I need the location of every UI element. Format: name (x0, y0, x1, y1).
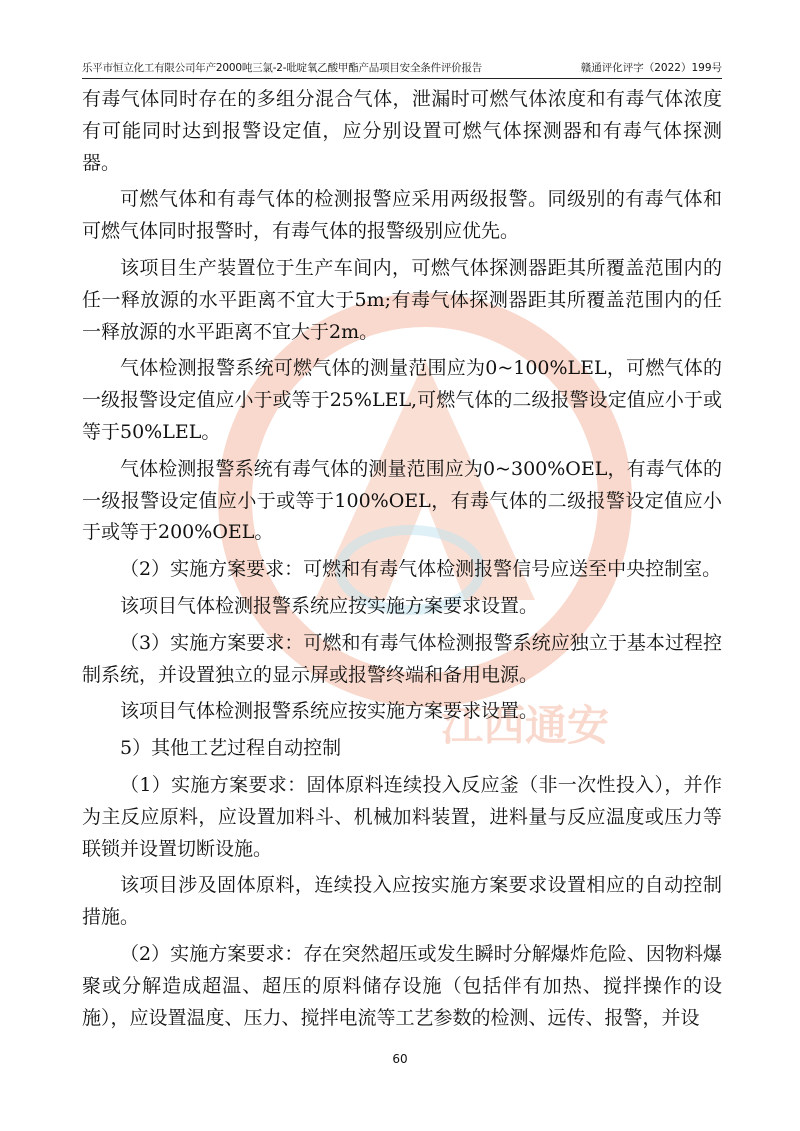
paragraph-4: 气体检测报警系统可燃气体的测量范围应为0~100%LEL，可燃气体的一级报警设定值应小于或等于25%LEL,可燃气体的二级报警设定值应小于或等于50%LEL。 (82, 357, 722, 443)
paragraph-6: （2）实施方案要求：可燃和有毒气体检测报警信号应送至中央控制室。 (120, 558, 722, 581)
paragraph-8: （3）实施方案要求：可燃和有毒气体检测报警系统应独立于基本过程控制系统，并设置独立的显示屏或报警终端和备用电源。 (82, 631, 722, 686)
paragraph-12: 该项目涉及固体原料，连续投入应按实施方案要求设置相应的自动控制措施。 (82, 874, 722, 929)
header-report-title: 乐平市恒立化工有限公司年产2000吨三氯-2-吡啶氧乙酸甲酯产品项目安全条件评价报告 (82, 62, 483, 74)
paragraph-7: 该项目气体检测报警系统应按实施方案要求设置。 (120, 594, 539, 617)
watermark-text: 江西通安 (440, 701, 610, 750)
paragraph-9: 该项目气体检测报警系统应按实施方案要求设置。 (120, 700, 539, 723)
paragraph-2: 可燃气体和有毒气体的检测报警应采用两级报警。同级别的有毒气体和可燃气体同时报警时，有毒气体的报警级别应优先。 (82, 188, 722, 243)
paragraph-13: （2）实施方案要求：存在突然超压或发生瞬时分解爆炸危险、因物料爆聚或分解造成超温、超压的原料储存设施（包括伴有加热、搅拌操作的设施），应设置温度、压力、搅拌电流等工艺参数的检测、远传、报警，并设 (82, 942, 722, 1029)
section-heading: 5）其他工艺过程自动控制 (120, 737, 342, 760)
page-header (82, 58, 722, 79)
paragraph-3: 该项目生产装置位于生产车间内，可燃气体探测器距其所覆盖范围内的任一释放源的水平距离不宜大于5m;有毒气体探测器距其所覆盖范围内的任一释放源的水平距离不宜大于2m。 (82, 256, 722, 343)
document-body (82, 84, 722, 1039)
paragraph-11: （1）实施方案要求：固体原料连续投入反应釜（非一次性投入），并作为主反应原料，应设置加料斗、机械加料装置，进料量与反应温度或压力等联锁并设置切断设施。 (82, 773, 722, 860)
paragraph-1: 有毒气体同时存在的多组分混合气体，泄漏时可燃气体浓度和有毒气体浓度有可能同时达到报警设定值，应分别设置可燃气体探测器和有毒气体探测器。 (82, 88, 722, 174)
page-number: 60 (392, 1052, 408, 1066)
paragraph-5: 气体检测报警系统有毒气体的测量范围应为0~300%OEL，有毒气体的一级报警设定值应小于或等于100%OEL，有毒气体的二级报警设定值应小于或等于200%OEL。 (82, 457, 722, 544)
header-report-number: 赣通评化评字（2022）199号 (580, 62, 722, 74)
